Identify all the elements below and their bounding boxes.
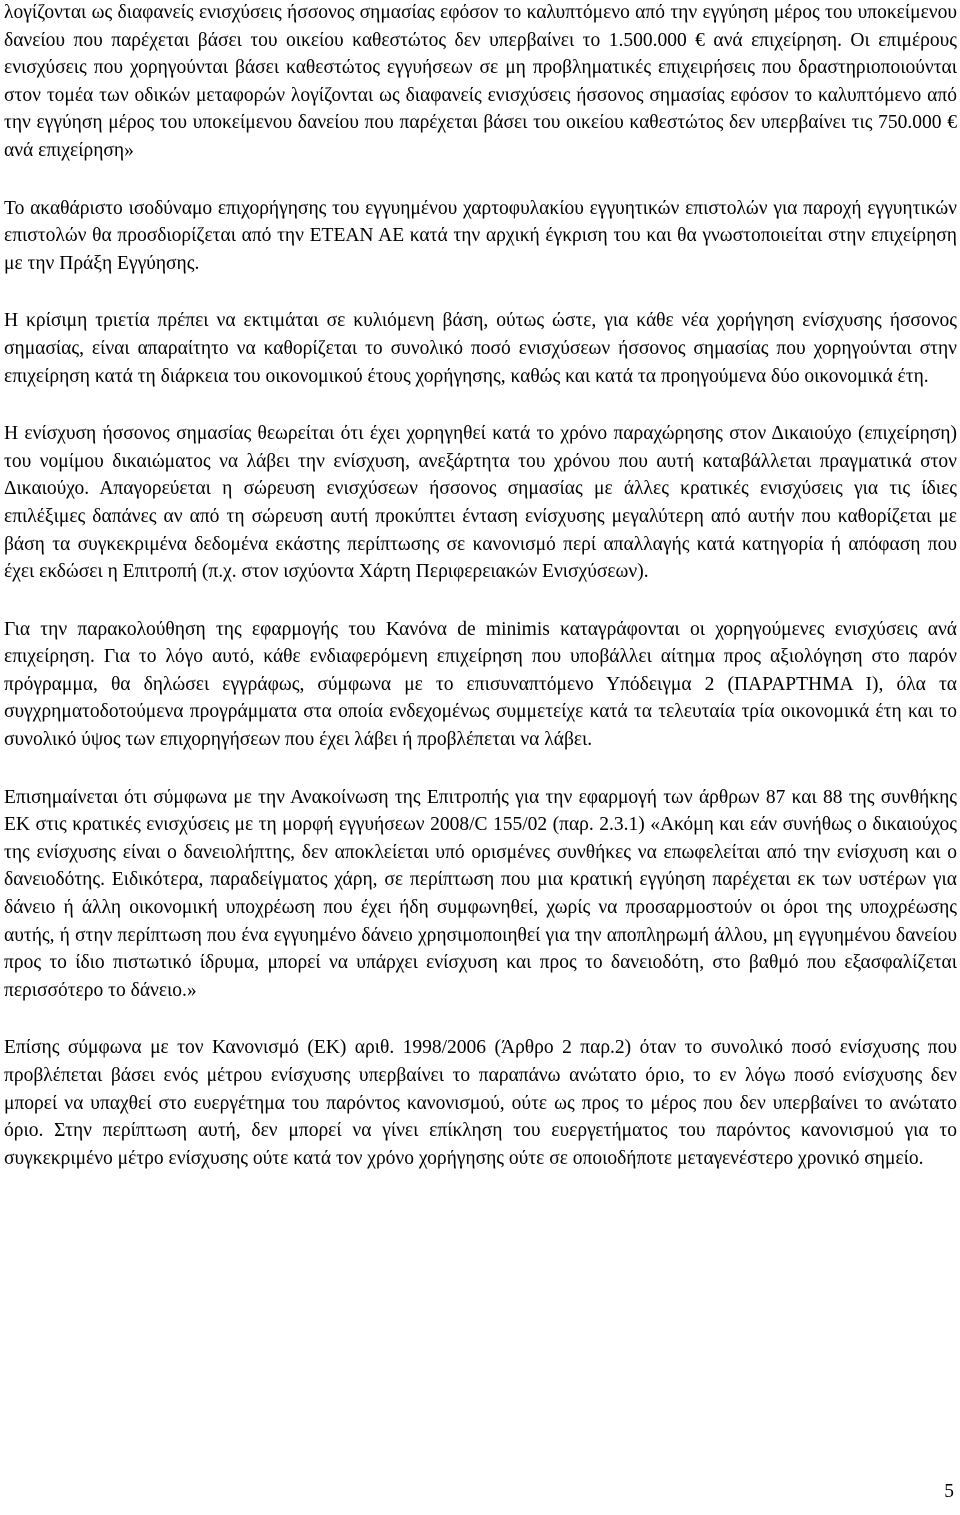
- page-number: 5: [944, 1481, 954, 1502]
- paragraph-gross-grant-equivalent: Το ακαθάριστο ισοδύναμο επιχορήγησης του εγγυημένου χαρτοφυλακίου εγγυητικών επιστολών για παροχή εγγυητικών επιστολών θα προσδιορίζεται από την ΕΤΕΑΝ ΑΕ κατά την αρχική έγκριση του και θα γνωστοποιείται στην επιχείρηση με την Πράξη Εγγύησης.: [4, 197, 957, 274]
- paragraph-commission-notice-guarantees: Επισημαίνεται ότι σύμφωνα με την Ανακοίνωση της Επιτροπής για την εφαρμογή των άρθρων 87 και 88 της συνθήκης ΕΚ στις κρατικές ενισχύσεις με τη μορφή εγγυήσεων 2008/C 155/02 (παρ. 2.3.1) «Ακόμη και εάν συνήθως ο δικαιούχος της ενίσχυσης είναι ο δανειολήπτης, δεν αποκλείεται υπό ορισμένες συνθήκες να επωφελείται από την ενίσχυση και ο δανειοδότης. Ειδικότερα, παραδείγματος χάρη, σε περίπτωση που μια κρατική εγγύηση παρέχεται εκ των υστέρων για δάνειο ή άλλη οικονομική υποχρέωση που έχει ήδη συμφωνηθεί, χωρίς να προσαρμοστούν οι όροι της υποχρέωσης αυτής, ή στην περίπτωση που ένα εγγυημένο δάνειο χρησιμοποιηθεί για την αποπληρωμή άλλου, μη εγγυημένου δανείου προς το ίδιο πιστωτικό ίδρυμα, μπορεί να υπάρχει ενίσχυση και προς το δανειοδότη, στο βαθμό που εξασφαλίζεται περισσότερο το δάνειο.»: [4, 786, 957, 1001]
- paragraph-aid-granting-time-cumulation: Η ενίσχυση ήσσονος σημασίας θεωρείται ότι έχει χορηγηθεί κατά το χρόνο παραχώρησης στον Δικαιούχο (επιχείρηση) του νομίμου δικαιώματος να λάβει την ενίσχυση, ανεξάρτητα του χρόνου που αυτή καταβάλλεται πραγματικά στον Δικαιούχο. Απαγορεύεται η σώρευση ενισχύσεων ήσσονος σημασίας με άλλες κρατικές ενισχύσεις για τις ίδιες επιλέξιμες δαπάνες αν από τη σώρευση αυτή προκύπτει ένταση ενίσχυσης μεγαλύτερη από αυτήν που καθορίζεται με βάση τα συγκεκριμένα δεδομένα εκάστης περίπτωσης σε κανονισμό περί απαλλαγής κατά κατηγορία ή απόφαση που έχει εκδώσει η Επιτροπή (π.χ. στον ισχύοντα Χάρτη Περιφερειακών Ενισχύσεων).: [4, 423, 957, 583]
- paragraph-de-minimis-guarantee-thresholds: λογίζονται ως διαφανείς ενισχύσεις ήσσονος σημασίας εφόσον το καλυπτόμενο από την εγγύηση μέρος του υποκείμενου δανείου που παρέχεται βάσει του οικείου καθεστώτος δεν υπερβαίνει το 1.500.000 € ανά επιχείρηση. Οι επιμέρους ενισχύσεις που χορηγούνται βάσει καθεστώτος εγγυήσεων σε μη προβληματικές επιχειρήσεις που δραστηριοποιούνται στον τομέα των οδικών μεταφορών λογίζονται ως διαφανείς ενισχύσεις ήσσονος σημασίας εφόσον το καλυπτόμενο από την εγγύηση μέρος του υποκείμενου δανείου που παρέχεται βάσει του οικείου καθεστώτος δεν υπερβαίνει τις 750.000 € ανά επιχείρηση»: [4, 2, 957, 161]
- paragraph-de-minimis-monitoring: Για την παρακολούθηση της εφαρμογής του Κανόνα de minimis καταγράφονται οι χορηγούμενες ενισχύσεις ανά επιχείρηση. Για το λόγο αυτό, κάθε ενδιαφερόμενη επιχείρηση που υποβάλλει αίτημα προς αξιολόγηση στο παρόν πρόγραμμα, θα δηλώσει εγγράφως, σύμφωνα με το επισυναπτόμενο Υπόδειγμα 2 (ΠΑΡΑΡΤΗΜΑ Ι), όλα τα συγχρηματοδοτούμενα προγράμματα στα οποία ενδεχομένως συμμετείχε κατά τα τελευταία τρία οικονομικά έτη και το συνολικό ύψος των επιχορηγήσεων που έχει λάβει ή προβλέπεται να λάβει.: [4, 618, 957, 751]
- paragraph-regulation-1998-2006: Επίσης σύμφωνα με τον Κανονισμό (ΕΚ) αριθ. 1998/2006 (Άρθρο 2 παρ.2) όταν το συνολικό ποσό ενίσχυσης που προβλέπεται βάσει ενός μέτρου ενίσχυσης υπερβαίνει το παραπάνω ανώτατο όριο, το εν λόγω ποσό ενίσχυσης δεν μπορεί να υπαχθεί στο ευεργέτημα του παρόντος κανονισμού, ούτε ως προς το μέρος που δεν υπερβαίνει το ανώτατο όριο. Στην περίπτωση αυτή, δεν μπορεί να γίνει επίκληση του ευεργετήματος του παρόντος κανονισμού για το συγκεκριμένο μέτρο ενίσχυσης ούτε κατά τον χρόνο χορήγησης ούτε σε οποιοδήποτε μεταγενέστερο χρονικό σημείο.: [4, 1037, 957, 1169]
- paragraph-three-year-period: Η κρίσιμη τριετία πρέπει να εκτιμάται σε κυλιόμενη βάση, ούτως ώστε, για κάθε νέα χορήγηση ενίσχυσης ήσσονος σημασίας, είναι απαραίτητο να καθορίζεται το συνολικό ποσό ενισχύσεων ήσσονος σημασίας που χορηγούνται στην επιχείρηση κατά τη διάρκεια του οικονομικού έτους χορήγησης, καθώς και κατά τα προηγούμενα δύο οικονομικά έτη.: [4, 310, 957, 387]
- document-page: [4, 0, 957, 1202]
